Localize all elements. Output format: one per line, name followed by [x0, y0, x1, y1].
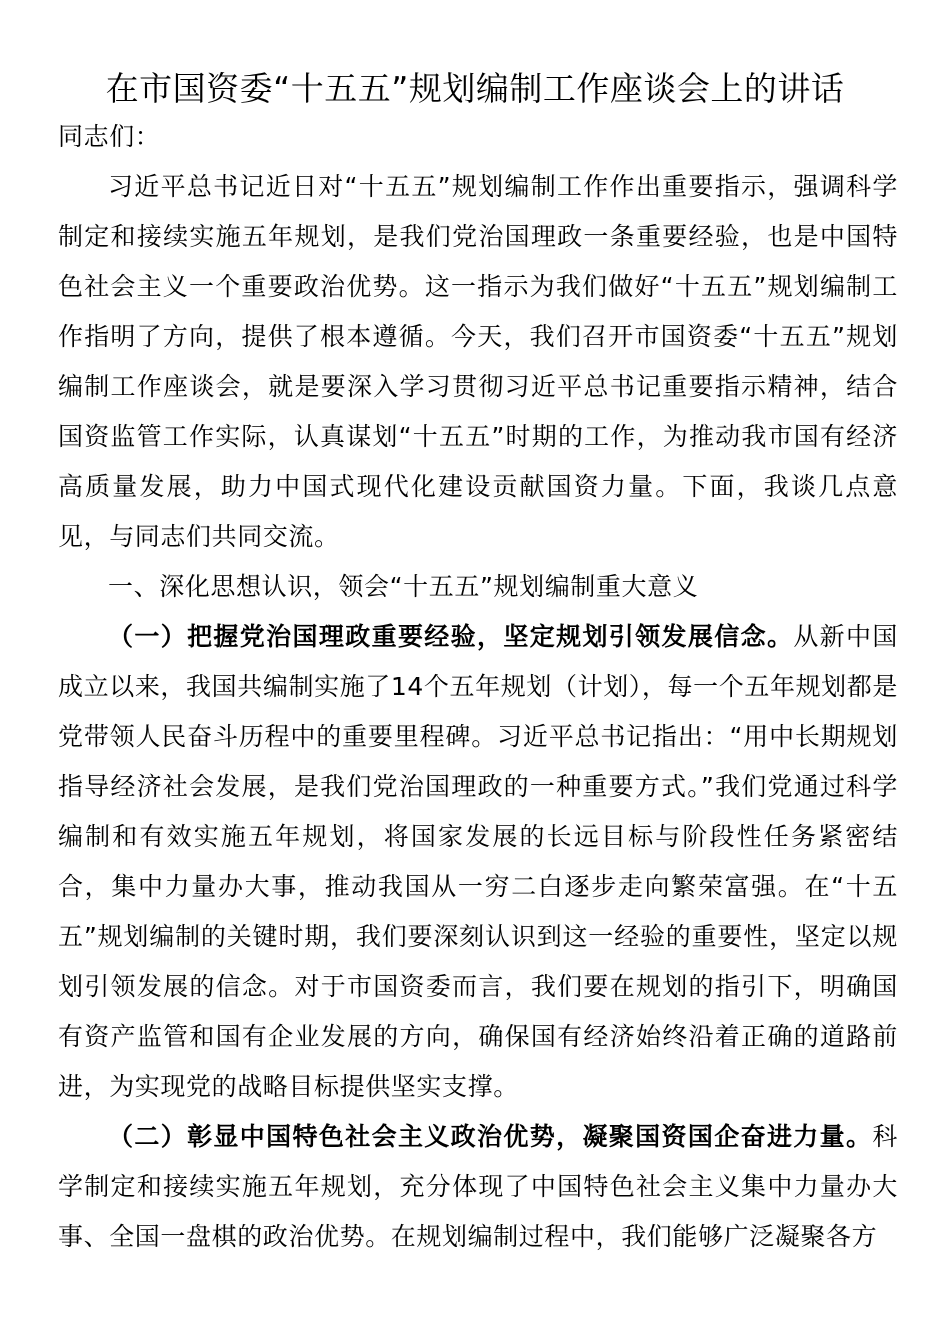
- subsection-paragraph-2: [58, 1112, 898, 1262]
- subsection-paragraph-1: [58, 612, 898, 1112]
- intro-paragraph: 习近平总书记近日对“十五五”规划编制工作作出重要指示，强调科学制定和接续实施五年规划，是我们党治国理政一条重要经验，也是中国特色社会主义一个重要政治优势。这一指示为我们做好“十五五”规划编制工作指明了方向，提供了根本遵循。今天，我们召开市国资委“十五五”规划编制工作座谈会，就是要深入学习贯彻习近平总书记重要指示精神，结合国资监管工作实际，认真谋划“十五五”时期的工作，为推动我市国有经济高质量发展，助力中国式现代化建设贡献国资力量。下面，我谈几点意见，与同志们共同交流。: [58, 172, 898, 551]
- subsection-text-2: 科学制定和接续实施五年规划，充分体现了中国特色社会主义集中力量办大事、全国一盘棋的政治优势。在规划编制过程中，我们能够广泛凝聚各方: [58, 1122, 898, 1251]
- section-heading-1: 一、深化思想认识，领会“十五五”规划编制重大意义: [108, 572, 699, 601]
- document-title: 在市国资委“十五五”规划编制工作座谈会上的讲话: [105, 69, 845, 108]
- greeting: 同志们：: [58, 122, 161, 151]
- document-body: [58, 112, 898, 1262]
- subsection-heading-2: （二）彰显中国特色社会主义政治优势，凝聚国资国企奋进力量。: [108, 1122, 873, 1151]
- subsection-text-1: 从新中国成立以来，我国共编制实施了14个五年规划（计划），每一个五年规划都是党带领人民奋斗历程中的重要里程碑。习近平总书记指出：“用中长期规划指导经济社会发展，是我们党治国理政的一种重要方式。”我们党通过科学编制和有效实施五年规划，将国家发展的长远目标与阶段性任务紧密结合，集中力量办大事，推动我国从一穷二白逐步走向繁荣富强。在“十五五”规划编制的关键时期，我们要深刻认识到这一经验的重要性，坚定以规划引领发展的信念。对于市国资委而言，我们要在规划的指引下，明确国有资产监管和国有企业发展的方向，确保国有经济始终沿着正确的道路前进，为实现党的战略目标提供坚实支撑。: [58, 622, 898, 1101]
- subsection-heading-1: （一）把握党治国理政重要经验，坚定规划引领发展信念。: [108, 622, 794, 651]
